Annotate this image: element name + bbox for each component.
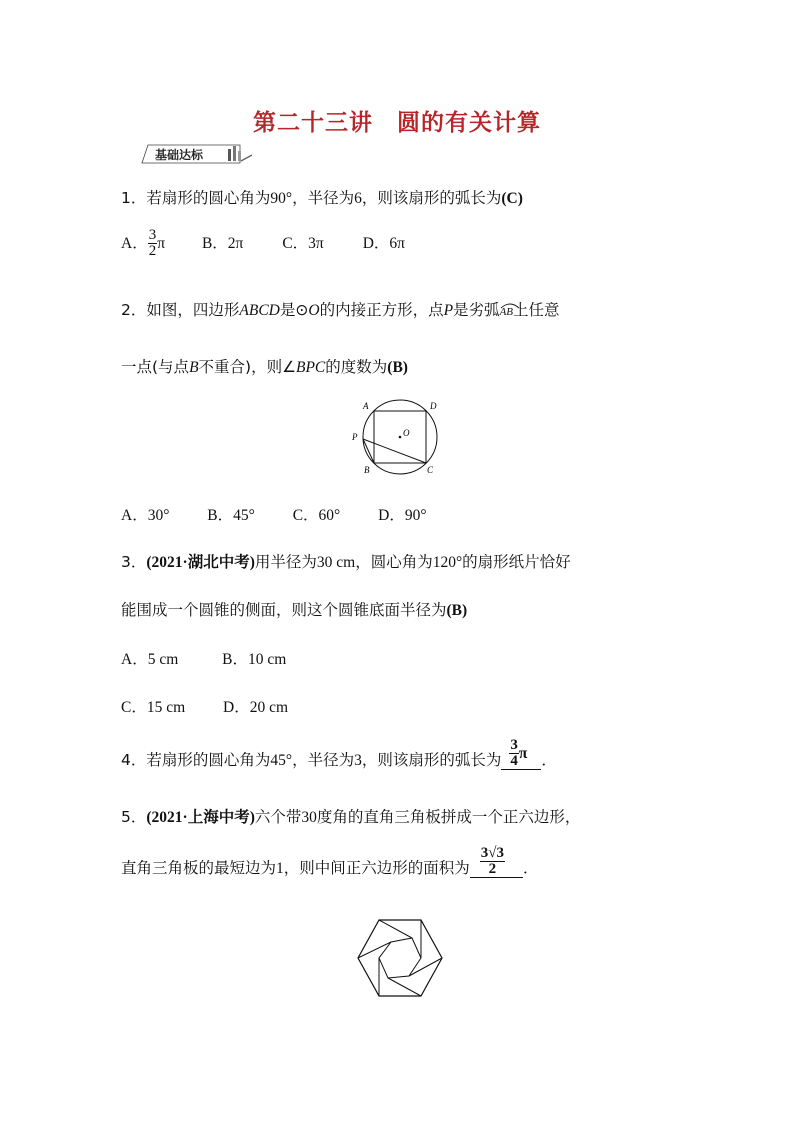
- q1-option-a-fraction: [148, 228, 158, 259]
- q5-short-side: 1: [276, 860, 284, 877]
- fraction-denominator: 2: [480, 861, 505, 877]
- q5-answer-blank: [470, 846, 523, 878]
- q1-option-a-suffix: π: [157, 235, 166, 252]
- q5-hexagon-figure: [355, 918, 445, 998]
- q4-text: ，半径为: [292, 751, 355, 769]
- q2-point-b: B: [189, 359, 199, 376]
- question-1: [121, 186, 523, 208]
- figure-label-b: B: [364, 465, 370, 475]
- q1-option-d: D．6π: [362, 235, 405, 252]
- q1-option-c: C．3π: [282, 235, 324, 252]
- q4-answer-suffix: π: [518, 745, 528, 762]
- figure-label-o: O: [403, 428, 410, 438]
- q4-text: 若扇形的圆心角为: [146, 751, 271, 769]
- q3-radius: 30 cm: [316, 554, 356, 571]
- q1-number: 1．: [121, 189, 147, 207]
- q3-option-d: D．20 cm: [223, 699, 289, 716]
- q2-circle-square-figure: [345, 397, 455, 477]
- q2-option-d: D．90°: [378, 507, 427, 524]
- question-2: [121, 298, 560, 320]
- q3-text: 的扇形纸片恰好: [462, 553, 571, 571]
- question-5: [121, 805, 580, 827]
- fraction-denominator: 2: [148, 243, 157, 259]
- q5-source: (2021·上海中考): [146, 809, 255, 826]
- q2-text: 是劣弧: [453, 301, 500, 319]
- q1-option-b: B．2π: [201, 235, 244, 252]
- q1-angle: 90°: [270, 190, 293, 207]
- question-5-line-2: [121, 846, 539, 878]
- q2-text: 不重合)，则∠: [198, 358, 296, 376]
- q1-text: ，则该扇形的弧长为: [361, 189, 502, 207]
- question-3-options-row-1: [121, 647, 286, 669]
- q2-text: 如图，四边形: [146, 301, 240, 319]
- q1-answer: (C): [501, 190, 523, 207]
- q2-option-c: C．60°: [292, 507, 341, 524]
- q5-answer-fraction: [480, 846, 505, 877]
- question-3: [121, 550, 571, 572]
- q5-text: 直角三角板的最短边为: [121, 859, 277, 877]
- q1-text: ，半径为: [292, 189, 355, 207]
- q3-option-b: B．10 cm: [222, 651, 287, 668]
- q2-answer: (B): [387, 359, 408, 376]
- section-badge: [140, 143, 255, 165]
- q3-answer: (B): [446, 602, 468, 619]
- section-badge-label: 基础达标: [155, 148, 204, 162]
- question-3-options-row-2: [121, 695, 288, 717]
- question-1-options: [121, 228, 405, 259]
- question-2-line-2: [121, 355, 408, 377]
- q3-number: 3．: [121, 553, 147, 571]
- q2-text: 的度数为: [325, 358, 388, 376]
- arc-mark-icon: [500, 301, 520, 309]
- q4-text: ，则该扇形的弧长为: [361, 751, 502, 769]
- fraction-numerator: 3√3: [480, 845, 505, 861]
- q5-degree: 30: [301, 809, 317, 826]
- page-title: 第二十三讲 圆的有关计算: [253, 110, 541, 136]
- q3-option-a: A．5 cm: [121, 651, 179, 668]
- figure-label-c: C: [427, 465, 434, 475]
- q4-number: 4．: [121, 751, 147, 769]
- question-4: [121, 738, 557, 770]
- q4-answer-fraction: [509, 738, 519, 769]
- q5-number: 5．: [121, 808, 147, 826]
- fraction-numerator: 3: [148, 227, 157, 243]
- q2-text: 上任意: [513, 301, 560, 319]
- q4-answer-blank: [501, 738, 541, 770]
- q5-text: 六个带: [254, 808, 302, 826]
- q3-text: ，圆心角为: [355, 553, 433, 571]
- q4-angle: 45°: [270, 752, 293, 769]
- q4-end: ．: [541, 751, 557, 769]
- q2-point: P: [443, 302, 454, 319]
- question-2-options: [121, 503, 427, 525]
- q2-quadrilateral: ABCD: [239, 302, 280, 319]
- q3-source: (2021·湖北中考): [146, 554, 255, 571]
- q2-number: 2．: [121, 301, 147, 319]
- q5-text: 度角的直角三角板拼成一个正六边形，: [316, 808, 581, 826]
- q1-option-a: [121, 228, 165, 259]
- q2-option-a: A．30°: [121, 507, 170, 524]
- q1-text: 若扇形的圆心角为: [146, 189, 271, 207]
- q2-angle: BPC: [295, 359, 326, 376]
- q5-end: ．: [523, 859, 539, 877]
- q5-text: ，则中间正六边形的面积为: [283, 859, 470, 877]
- fraction-denominator: 4: [510, 753, 518, 769]
- question-3-line-2: [121, 598, 467, 620]
- q2-text: 的内接正方形，点: [319, 301, 444, 319]
- q1-option-a-label: A．: [121, 235, 148, 252]
- q2-option-b: B．45°: [207, 507, 255, 524]
- figure-label-d: D: [430, 401, 437, 411]
- q2-arc: [500, 306, 513, 318]
- q1-radius: 6: [354, 190, 362, 207]
- q3-angle: 120°: [432, 554, 463, 571]
- q2-text: 一点(与点: [121, 358, 190, 376]
- fraction-numerator: 3: [510, 737, 518, 753]
- q2-text: 是⊙: [279, 301, 309, 319]
- q4-radius: 3: [354, 752, 362, 769]
- figure-label-a: A: [363, 401, 369, 411]
- figure-label-p: P: [352, 432, 358, 442]
- q2-arc-label: AB: [499, 306, 514, 318]
- q2-circle-name: O: [308, 302, 320, 319]
- q3-option-c: C．15 cm: [121, 699, 186, 716]
- q3-text: 用半径为: [254, 553, 317, 571]
- q3-text: 能围成一个圆锥的侧面，则这个圆锥底面半径为: [121, 601, 447, 619]
